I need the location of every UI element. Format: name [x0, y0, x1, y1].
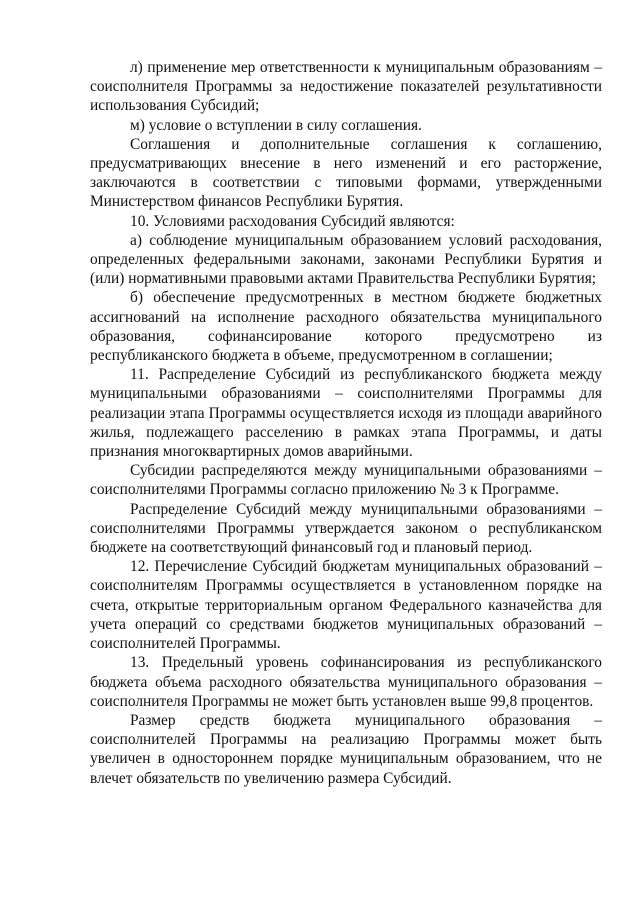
paragraph-section-10: 10. Условиями расходования Субсидий являются: [130, 212, 455, 230]
paragraph-item-a: а) соблюдение муниципальным образованием условий расходования, определенных федеральными законами, законами Республики Бурятия и (или) нормативными правовыми актами Правительства Республики Бурятия; [90, 231, 602, 288]
paragraph-budget-increase: Размер средств бюджета муниципального образования – соисполнителей Программы на реализацию Программы может быть увеличен в одностороннем порядке муниципальным образованием, что не влечет обязательств по увеличению размера Субсидий. [90, 711, 602, 787]
paragraph-item-b: б) обеспечение предусмотренных в местном бюджете бюджетных ассигнований на исполнение расходного обязательства муниципального образования, софинансирование которого предусмотрено из республиканского бюджета в объеме, предусмотренном в соглашении; [90, 289, 602, 365]
paragraph-distribution-annex: Субсидии распределяются между муниципальными образованиями – соисполнителями Программы согласно приложению № 3 к Программе. [90, 462, 602, 499]
paragraph-section-13: 13. Предельный уровень софинансирования из республиканского бюджета объема расходного обязательства муниципального образования – соисполнителя Программы не может быть установлен выше 99,8 процентов. [90, 654, 602, 710]
paragraph-section-12: 12. Перечисление Субсидий бюджетам муниципальных образований – соисполнителям Программы осуществляется в установленном порядке на счета, открытые территориальным органом Федерального казначейства для учета операций со средствами бюджетов муниципальных образований – соисполнителей Программы. [90, 558, 602, 653]
paragraph-distribution-law: Распределение Субсидий между муниципальными образованиями – соисполнителями Программы утверждается законом о республиканском бюджете на соответствующий финансовый год и плановый период. [90, 500, 602, 557]
paragraph-agreements: Соглашения и дополнительные соглашения к соглашению, предусматривающих внесение в него изменений и его расторжение, заключаются в соответствии с типовыми формами, утвержденными Министерством финансов Республики Бурятия. [90, 135, 602, 211]
paragraph-section-11: 11. Распределение Субсидий из республиканского бюджета между муниципальными образованиями – соисполнителями Программы для реализации этапа Программы осуществляется исходя из площади аварийного жилья, подлежащего расселению в рамках этапа Программы, и даты признания многоквартирных домов аварийными. [90, 366, 602, 461]
paragraph-item-l: л) применение мер ответственности к муниципальным образованиям – соисполнителя Программы за недостижение показателей результативности использования Субсидий; [90, 59, 602, 115]
paragraph-item-m: м) условие о вступлении в силу соглашения. [130, 116, 422, 134]
